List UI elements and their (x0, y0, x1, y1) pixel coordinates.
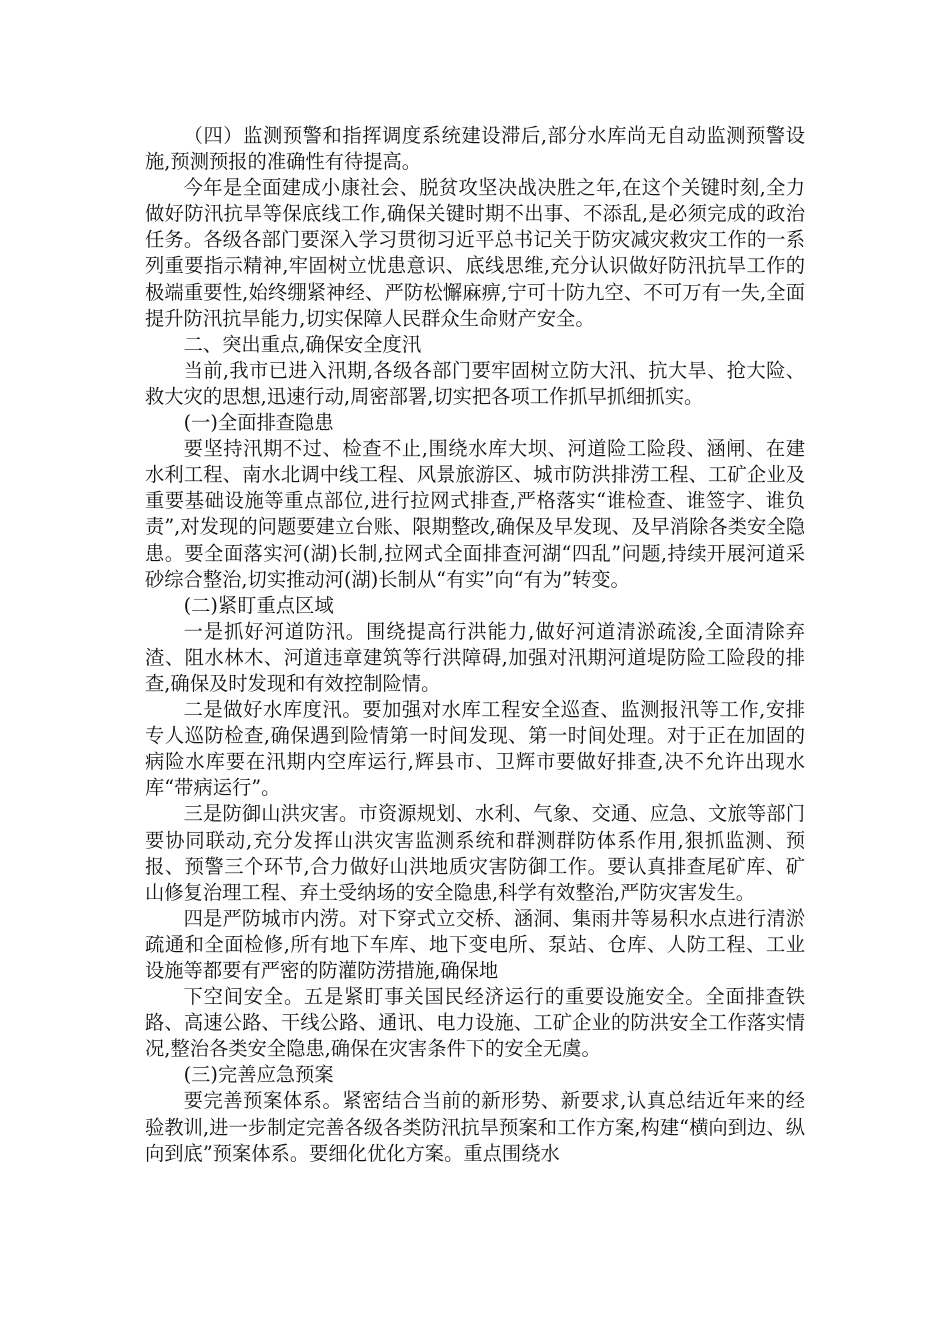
paragraph-mountain-flood: 三是防御山洪灾害。市资源规划、水利、气象、交通、应急、文旅等部门要协同联动,充分发挥山洪灾害监测系统和群测群防体系作用,狠抓监测、预报、预警三个环节,合力做好山洪地质灾害防御工作。要认真排查尾矿库、矿山修复治理工程、弃土受纳场的安全隐患,科学有效整治,严防灾害发生。 (145, 802, 805, 904)
paragraph-inspection: 要坚持汛期不过、检查不止,围绕水库大坝、河道险工险段、涵闸、在建水利工程、南水北调中线工程、风景旅游区、城市防洪排涝工程、工矿企业及重要基础设施等重点部位,进行拉网式排查,严格落实“谁检查、谁签字、谁负责”,对发现的问题要建立台账、限期整改,确保及早发现、及早消除各类安全隐患。要全面落实河(湖)长制,拉网式全面排查河湖“四乱”问题,持续开展河道采砂综合整治,切实推动河(湖)长制从“有实”向“有为”转变。 (145, 437, 805, 591)
subheading-3: (三)完善应急预案 (183, 1063, 334, 1087)
paragraph-river-flood: 一是抓好河道防汛。围绕提高行洪能力,做好河道清淤疏浚,全面清除弃渣、阻水林木、河道违章建筑等行洪障碍,加强对汛期河道堤防险工险段的排查,确保及时发现和有效控制险情。 (145, 619, 805, 695)
paragraph-emergency-plan: 要完善预案体系。紧密结合当前的新形势、新要求,认真总结近年来的经验教训,进一步制定完善各级各类防汛抗旱预案和工作方案,构建“横向到边、纵向到底”预案体系。要细化优化方案。重点围绕水 (145, 1089, 805, 1165)
paragraph-key-facilities: 下空间安全。五是紧盯事关国民经济运行的重要设施安全。全面排查铁路、高速公路、干线公路、通讯、电力设施、工矿企业的防洪安全工作落实情况,整治各类安全隐患,确保在灾害条件下的安全无虞。 (145, 985, 805, 1061)
document-page (145, 123, 805, 1167)
subheading-1: (一)全面排查隐患 (183, 411, 334, 435)
paragraph-reservoir: 二是做好水库度汛。要加强对水库工程安全巡查、监测报汛等工作,安排专人巡防检查,确保遇到险情第一时间发现、第一时间处理。对于正在加固的病险水库要在汛期内空库运行,辉县市、卫辉市要做好排查,决不允许出现水库“带病运行”。 (145, 698, 805, 800)
paragraph-monitoring-lag: （四）监测预警和指挥调度系统建设滞后,部分水库尚无自动监测预警设施,预测预报的准确性有待提高。 (145, 124, 805, 174)
paragraph-flood-season: 当前,我市已进入汛期,各级各部门要牢固树立防大汛、抗大旱、抢大险、救大灾的思想,迅速行动,周密部署,切实把各项工作抓早抓细抓实。 (145, 358, 805, 408)
paragraph-political-task: 今年是全面建成小康社会、脱贫攻坚决战决胜之年,在这个关键时刻,全力做好防汛抗旱等保底线工作,确保关键时期不出事、不添乱,是必须完成的政治任务。各级各部门要深入学习贯彻习近平总书记关于防灾减灾救灾工作的一系列重要指示精神,牢固树立忧患意识、底线思维,充分认识做好防汛抗旱工作的极端重要性,始终绷紧神经、严防松懈麻痹,宁可十防九空、不可万有一失,全面提升防汛抗旱能力,切实保障人民群众生命财产安全。 (145, 176, 805, 330)
paragraph-urban-waterlogging: 四是严防城市内涝。对下穿式立交桥、涵洞、集雨井等易积水点进行清淤疏通和全面检修,所有地下车库、地下变电所、泵站、仓库、人防工程、工业设施等都要有严密的防灌防涝措施,确保地 (145, 906, 805, 982)
section-heading-2: 二、突出重点,确保安全度汛 (183, 332, 422, 356)
subheading-2: (二)紧盯重点区域 (183, 593, 334, 617)
